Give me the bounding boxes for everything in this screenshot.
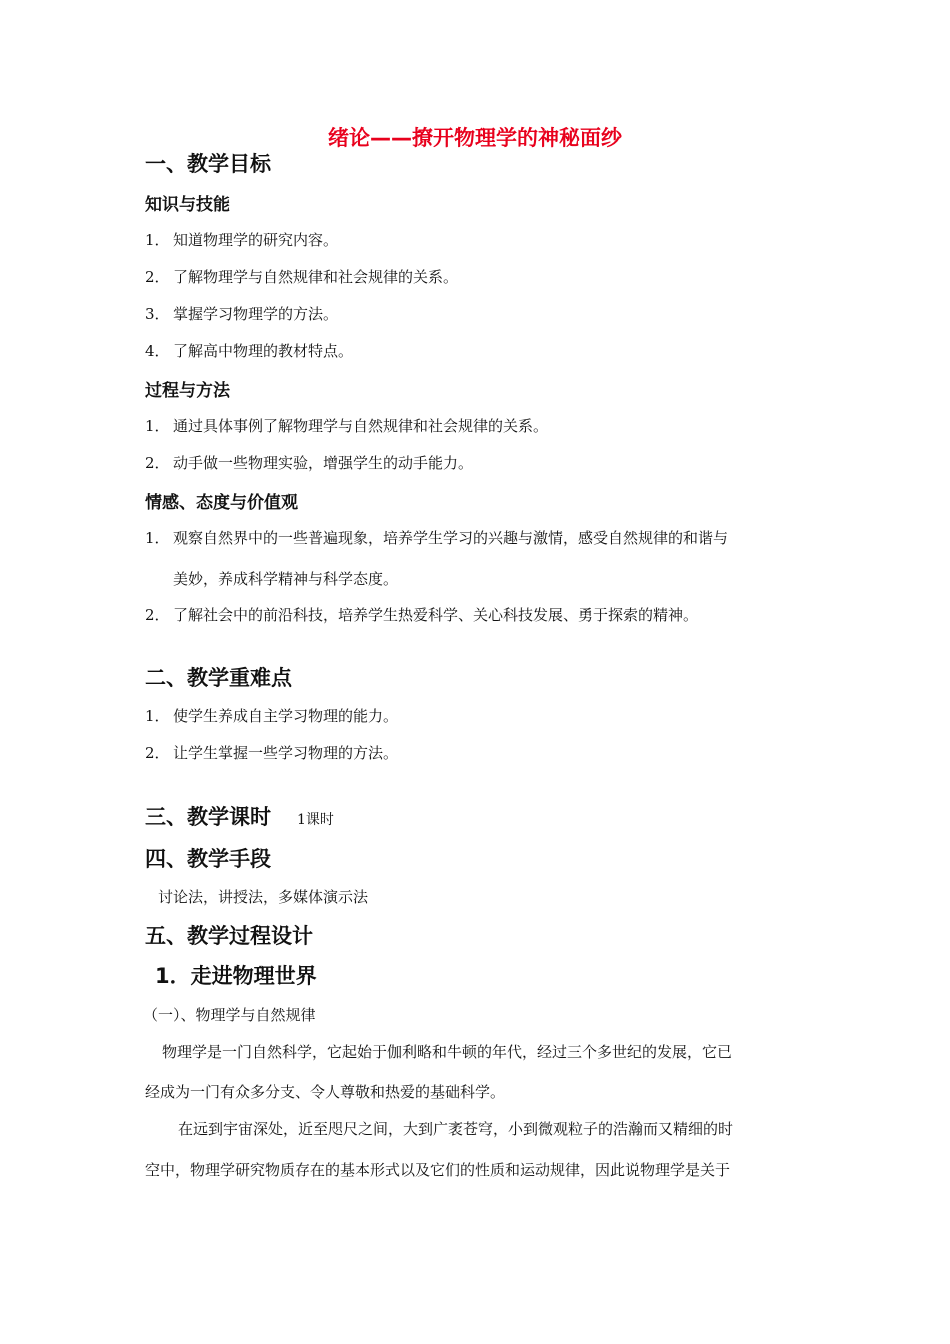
class-hours-value: 1课时 (297, 812, 334, 828)
list-number: 1． (145, 529, 170, 547)
list-item (145, 303, 338, 324)
list-text: 使学生养成自主学习物理的能力。 (173, 707, 399, 725)
paragraph-line: 经成为一门有众多分支、令人尊敬和热爱的基础科学。 (145, 1083, 506, 1101)
list-item (145, 229, 338, 250)
list-item (145, 340, 353, 361)
list-text: 观察自然界中的一些普遍现象，培养学生学习的兴趣与激情，感受自然规律的和谐与 (173, 529, 729, 547)
list-item (145, 742, 398, 763)
list-number: 2． (145, 454, 170, 472)
part-heading: （一）、物理学与自然规律 (143, 1006, 316, 1024)
subheading-attitude-values: 情感、态度与价值观 (145, 493, 298, 513)
list-item-continuation: 美妙，养成科学精神与科学态度。 (173, 570, 399, 588)
subheading-process-method: 过程与方法 (145, 381, 230, 401)
section-heading-key-points: 二、教学重难点 (145, 666, 292, 690)
list-number: 3． (145, 305, 170, 323)
subheading-enter-physics-world: 1．走进物理世界 (155, 964, 317, 988)
list-number: 1． (145, 417, 170, 435)
list-text: 让学生掌握一些学习物理的方法。 (173, 744, 399, 762)
list-number: 2． (145, 268, 170, 286)
list-number: 1． (145, 231, 170, 249)
list-text: 了解高中物理的教材特点。 (173, 342, 354, 360)
list-number: 1． (145, 707, 170, 725)
subheading-knowledge-skills: 知识与技能 (145, 195, 230, 215)
paragraph-line: 空中，物理学研究物质存在的基本形式以及它们的性质和运动规律，因此说物理学是关于 (145, 1161, 731, 1179)
list-text: 动手做一些物理实验，增强学生的动手能力。 (173, 454, 474, 472)
section-heading-objectives: 一、教学目标 (145, 152, 271, 176)
section-heading-methods: 四、教学手段 (145, 847, 271, 871)
list-item (145, 266, 458, 287)
list-number: 4． (145, 342, 170, 360)
list-item (145, 527, 728, 548)
list-number: 2． (145, 606, 170, 624)
list-item (145, 705, 398, 726)
section-heading-text: 三、教学课时 (145, 805, 271, 829)
list-text: 通过具体事例了解物理学与自然规律和社会规律的关系。 (173, 417, 549, 435)
list-number: 2． (145, 744, 170, 762)
list-text: 知道物理学的研究内容。 (173, 231, 339, 249)
list-item (145, 452, 473, 473)
list-text: 了解社会中的前沿科技，培养学生热爱科学、关心科技发展、勇于探索的精神。 (173, 606, 699, 624)
section-heading-process-design: 五、教学过程设计 (145, 924, 313, 948)
paragraph-line: 在远到宇宙深处，近至咫尺之间，大到广袤苍穹，小到微观粒子的浩瀚而又精细的时 (178, 1120, 734, 1138)
paragraph-line: 物理学是一门自然科学，它起始于伽利略和牛顿的年代，经过三个多世纪的发展，它已 (162, 1043, 733, 1061)
list-item (145, 604, 698, 625)
list-text: 了解物理学与自然规律和社会规律的关系。 (173, 268, 459, 286)
document-title: 绪论——撩开物理学的神秘面纱 (328, 126, 622, 150)
methods-text: 讨论法，讲授法，多媒体演示法 (158, 888, 369, 906)
list-item (145, 415, 548, 436)
list-text: 掌握学习物理学的方法。 (173, 305, 339, 323)
section-heading-class-hours (145, 801, 334, 831)
